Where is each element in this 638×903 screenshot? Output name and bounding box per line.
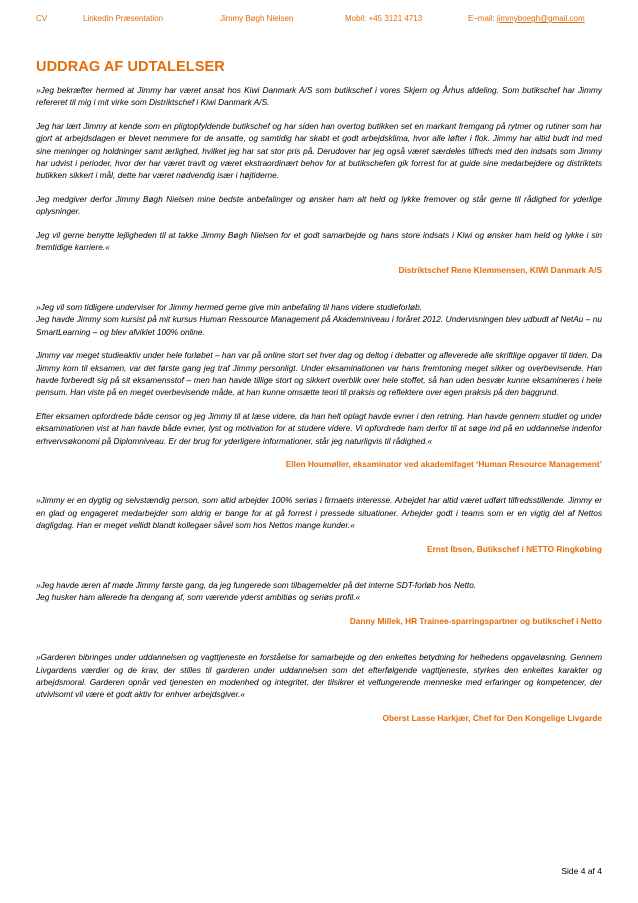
testimonial-paragraph: Efter eksamen opfordrede både censor og jeg Jimmy til at læse videre, da han helt oplagt havde evner i den retning. Han havde gennem studiet og under eksaminationen vist at han havde både evner, lyst og motivation for at studere videre. Vi opfordrede ham derfor til at søge ind på en uddannelse indenfor erhvervsøkonomi på Diplomniveau. Er der brug for yderligere informationer, står jeg naturligvis til rådighed.« bbox=[36, 410, 602, 446]
header-mobile: Mobil: +45 3121 4713 bbox=[345, 14, 423, 23]
testimonial bbox=[36, 651, 602, 724]
page-title: UDDRAG AF UDTALELSER bbox=[36, 59, 225, 75]
testimonial-signature: Oberst Lasse Harkjær, Chef for Den Kongelige Livgarde bbox=[382, 712, 602, 723]
testimonial bbox=[36, 301, 602, 470]
testimonial-paragraph: Jimmy var meget studieaktiv under hele forløbet – han var på online stort set hver dag og deltog i debatter og afleverede alle skriftlige opgaver til tiden. Da Jimmy kom til eksamen, var det første gang jeg traf Jimmy personligt. Under eksaminationen var hans fremtoning meget sikker og overbevisende. Han havde forberedt sig på sit eksamensstof – men han havde tillige stort og sikkert overblik over hele stoffet, så han uden besvær kunne eksamineres i hele pensum. Han viste på en meget overbevisende måde, at han kunne omsætte teori til praksis og reflektere over egen praksis på den baggrund. bbox=[36, 350, 602, 398]
testimonial-paragraph: »Garderen bibringes under uddannelsen og vagttjeneste en forståelse for samarbejde og den enkeltes betydning for helhedens opgaveløsning. Gennem Livgardens værdier og de krav, der stilles til garderen under uddannelsen som det efterfølgende vagttjeneste, styrkes den enkeltes karakter og arbejdsmoral. Garderen opnår ved tjenesten en modenhed og integritet, der tilsikrer et velfungerende menneske med erfaringer og kompetencer, der utvivlsomt vil være et godt aktiv for enhver arbejdsgiver.« bbox=[36, 652, 602, 700]
testimonial-paragraph: »Jeg havde æren af møde Jimmy første gang, da jeg fungerede som tilbagemelder på det interne SDT-forløb hos Netto. Jeg husker ham allerede fra dengang af, som værende yderst ambitiøs og seriøs profil.« bbox=[36, 579, 477, 603]
testimonial-paragraph: »Jimmy er en dygtig og selvstændig person, som altid arbejder 100% seriøs i firmaets interesse. Arbejdet har altid været udført tilfredsstillende. Jimmy er en glad og engageret medarbejder som aldrig er bange for at gå forrest i pressede situationer. Arbejder godt i teams som er en vigtig del af Nettos dagligdag. Han er meget vellidt blandt kollegaer såvel som hos Nettos mange kunder.« bbox=[36, 495, 602, 531]
testimonial-paragraph: »Jeg bekræfter hermed at Jimmy har været ansat hos Kiwi Danmark A/S som butikschef i vores Skjern og Århus afdeling. Som butikschef har Jimmy refereret til mig i mit virke som Distriktschef i Kiwi Danmark A/S. bbox=[36, 85, 602, 108]
header-email bbox=[468, 14, 585, 23]
header-email-prefix: E–mail: bbox=[468, 14, 497, 23]
testimonial-paragraph: Jeg medgiver derfor Jimmy Bøgh Nielsen mine bedste anbefalinger og ønsker ham alt held og lykke fremover og står gerne til rådighed for yderlige oplysninger. bbox=[36, 193, 602, 217]
testimonial-paragraph: Jeg vil gerne benytte lejligheden til at takke Jimmy Bøgh Nielsen for et godt samarbejde og hans store indsats i Kiwi og ønsker ham held og lykke i sin fremtidige karriere.« bbox=[36, 229, 602, 253]
testimonial bbox=[36, 579, 602, 627]
testimonial-signature: Ellen Houmøller, eksaminator ved akademifaget ‘Human Resource Management’ bbox=[285, 458, 602, 469]
testimonial-paragraph: Jeg har lært Jimmy at kende som en pligtopfyldende butikschef og har siden han overtog butikken set en markant fremgang på rytmer og rutiner som har gjort at arbejdsdagen er blevet nemmere for de ansatte, og samtidig har skabt et godt arbejdsklima, hvor alle løfter i flok. Jimmy har altid budt ind med sine meninger og holdninger samt ærlighed, hvilket jeg har sat stor pris på. Derudover har jeg også været særdeles tilfreds med den indsats som Jimmy har udvist i perioder, hvor der har været travlt og været ekstraordinært behov for at butikschefen gik forrest for at guide sine medarbejdere og distriktets butikken sikkert i mål, dette har været nødvendig især i højtiderne. bbox=[36, 120, 602, 181]
testimonial-paragraph: »Jeg vil som tidligere underviser for Jimmy hermed gerne give min anbefaling til hans videre studieforløb. Jeg havde Jimmy som kursist på mit kursus Human Ressource Management på Akademiniveau i foråret 2012. Undervisningen blev udbudt af NetAu – nu SmartLearning – og blev afviklet 100% online. bbox=[36, 301, 602, 337]
header-cv: CV bbox=[36, 14, 48, 23]
testimonial bbox=[36, 494, 602, 555]
testimonial-signature: Ernst Ibsen, Butikschef i NETTO Ringkøbing bbox=[426, 543, 602, 554]
header-linkedin: LinkedIn Præsentation bbox=[83, 14, 164, 23]
testimonial-signature: Danny Millek, HR Trainee-sparringspartner og butikschef i Netto bbox=[349, 615, 602, 626]
header-name: Jimmy Bøgh Nielsen bbox=[220, 14, 294, 23]
page-number: Side 4 af 4 bbox=[561, 866, 602, 876]
testimonial-signature: Distriktschef Rene Klemmensen, KIWI Danmark A/S bbox=[398, 265, 602, 276]
testimonials-body bbox=[36, 84, 602, 724]
email-link[interactable]: jimmyboegh@gmail.com bbox=[496, 14, 585, 23]
testimonial bbox=[36, 84, 602, 277]
